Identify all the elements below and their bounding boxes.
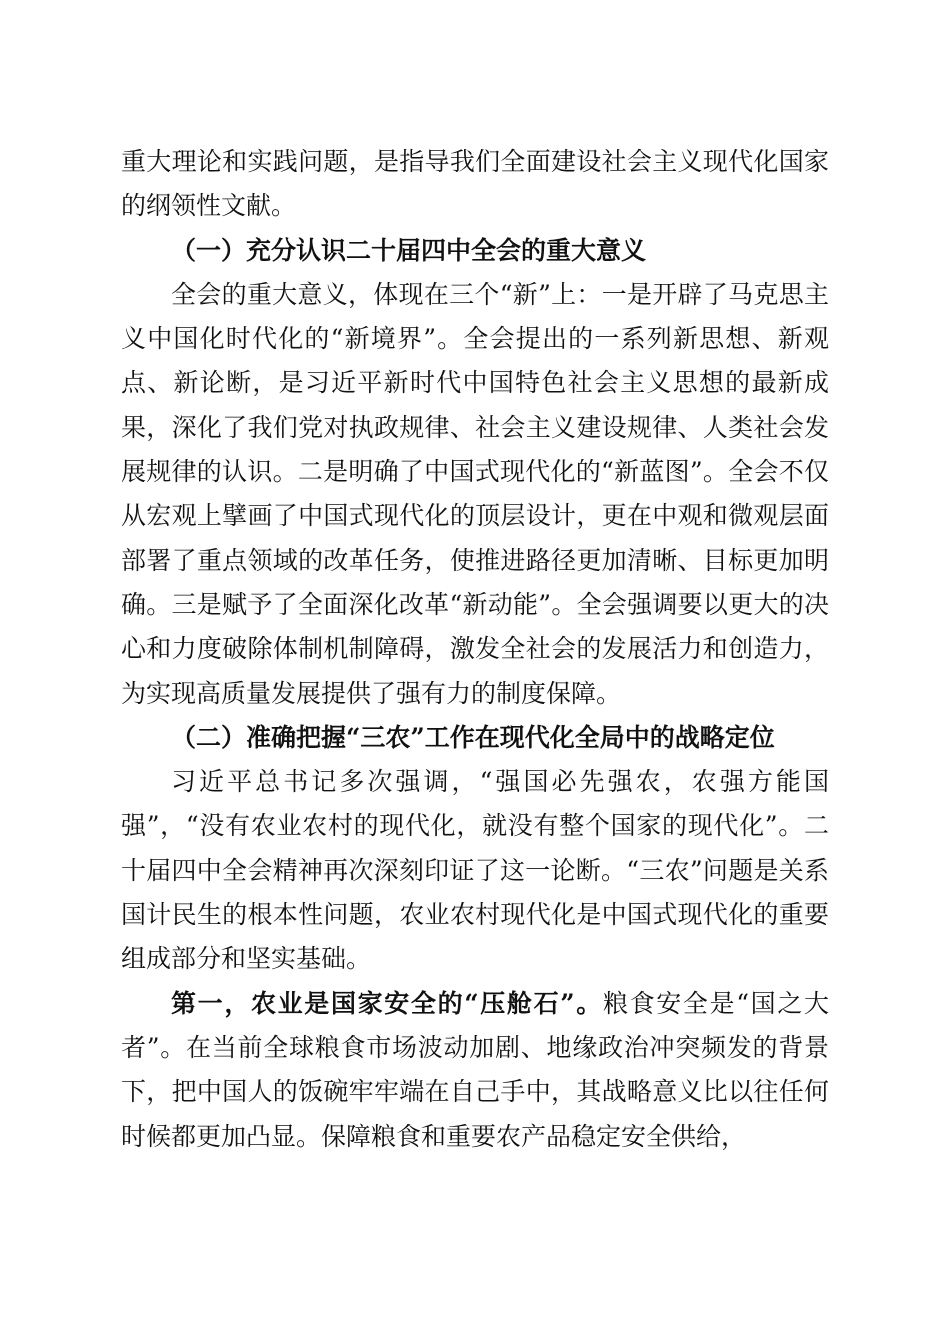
- section-heading-2: （二）准确把握“三农”工作在现代化全局中的战略定位: [171, 722, 775, 752]
- paragraph-rest-text: 粮食安全是“国之大者”。在当前全球粮食市场波动加剧、地缘政治冲突频发的背景下，把中国人的饭碗牢牢端在自己手中，其战略意义比以往任何时候都更加凸显。保障粮食和重要农产品稳定安全供给，: [121, 988, 829, 1151]
- document-body: [121, 140, 829, 1159]
- body-paragraph-significance: 全会的重大意义，体现在三个“新”上：一是开辟了马克思主义中国化时代化的“新境界”。全会提出的一系列新思想、新观点、新论断，是习近平新时代中国特色社会主义思想的最新成果，深化了我们党对执政规律、社会主义建设规律、人类社会发展规律的认识。二是明确了中国式现代化的“新蓝图”。全会不仅从宏观上擘画了中国式现代化的顶层设计，更在中观和微观层面部署了重点领域的改革任务，使推进路径更加清晰、目标更加明确。三是赋予了全面深化改革“新动能”。全会强调要以更大的决心和力度破除体制机制障碍，激发全社会的发展活力和创造力，为实现高质量发展提供了强有力的制度保障。: [121, 279, 829, 708]
- section-heading-1: （一）充分认识二十届四中全会的重大意义: [171, 235, 647, 265]
- body-paragraph-agriculture-position: 习近平总书记多次强调，“强国必先强农，农强方能国强”，“没有农业农村的现代化，就没有整个国家的现代化”。二十届四中全会精神再次深刻印证了这一论断。“三农”问题是关系国计民生的根本性问题，农业农村现代化是中国式现代化的重要组成部分和坚实基础。: [121, 767, 829, 974]
- continuation-paragraph: 重大理论和实践问题，是指导我们全面建设社会主义现代化国家的纲领性文献。: [121, 147, 829, 221]
- body-paragraph-food-security: [121, 982, 829, 1159]
- paragraph-lead-sentence: 第一，农业是国家安全的“压舱石”。: [171, 988, 603, 1018]
